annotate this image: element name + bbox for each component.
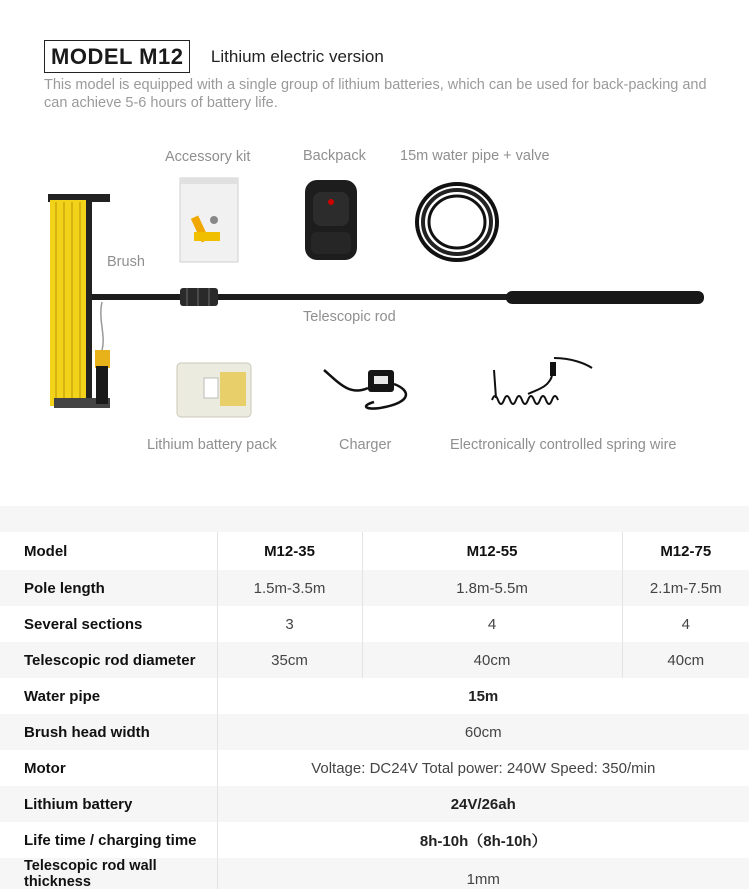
cell-value: 15m [217,678,749,714]
cell-value: 1.8m-5.5m [362,570,622,606]
model-title: MODEL M12 [44,40,190,73]
table-row [0,678,749,714]
product-illustration [0,140,749,470]
cell-value: 1.5m-3.5m [217,570,362,606]
row-label: Motor [24,759,66,777]
row-label: Brush head width [0,714,217,750]
table-row [0,786,749,822]
label-accessory-kit: Accessory kit [165,149,251,165]
table-row [0,750,749,786]
table-row [0,642,749,678]
water-pipe-icon [414,180,500,264]
header-m12-35: M12-35 [217,532,362,570]
label-telescopic-rod: Telescopic rod [303,309,396,325]
charger-icon [320,364,418,416]
table-row [0,570,749,606]
table-row [0,858,749,889]
row-label: Life time / charging time [24,831,197,849]
table-header-row [0,532,749,570]
cell-value: 35cm [217,642,362,678]
label-backpack: Backpack [303,148,366,164]
row-label: Water pipe [24,687,101,705]
model-subtitle: Lithium electric version [210,46,384,66]
table-row [0,714,749,750]
header-m12-75: M12-75 [622,532,749,570]
cell-value: 40cm [622,642,749,678]
cell-value: 24V/26ah [217,786,749,822]
table-row [0,822,749,858]
cell-value: 4 [362,606,622,642]
backpack-icon [303,176,359,262]
spec-table [0,506,749,889]
cell-value: 1mm [217,858,749,889]
cell-value: 8h-10h（8h-10h） [217,822,749,858]
row-label: Pole length [0,570,217,606]
label-spring-wire: Electronically controlled spring wire [450,437,677,453]
cell-value: 3 [217,606,362,642]
row-label: Lithium battery [0,786,217,822]
cell-value: 40cm [362,642,622,678]
row-label: Telescopic rod wall thickness [0,858,217,889]
table-row [0,606,749,642]
label-battery-pack: Lithium battery pack [147,437,277,453]
battery-pack-icon [176,362,252,418]
accessory-kit-icon [178,176,240,264]
header-m12-55: M12-55 [362,532,622,570]
label-brush: Brush [107,254,145,270]
model-description: This model is equipped with a single group of lithium batteries, which can be used for back-packing and can achieve 5-6 hours of battery life. [44,77,707,111]
cell-value: 4 [622,606,749,642]
cell-value: 60cm [217,714,749,750]
cell-value: Voltage: DC24V Total power: 240W Speed: 350/min [217,750,749,786]
spring-wire-icon [488,354,598,414]
label-charger: Charger [339,437,392,453]
header [44,40,724,112]
row-label: Several sections [24,615,143,633]
cell-value: 2.1m-7.5m [622,570,749,606]
table-top-band [0,506,749,532]
row-label: Telescopic rod diameter [0,642,217,678]
label-water-pipe: 15m water pipe + valve [400,148,550,164]
header-label: Model [24,542,68,560]
